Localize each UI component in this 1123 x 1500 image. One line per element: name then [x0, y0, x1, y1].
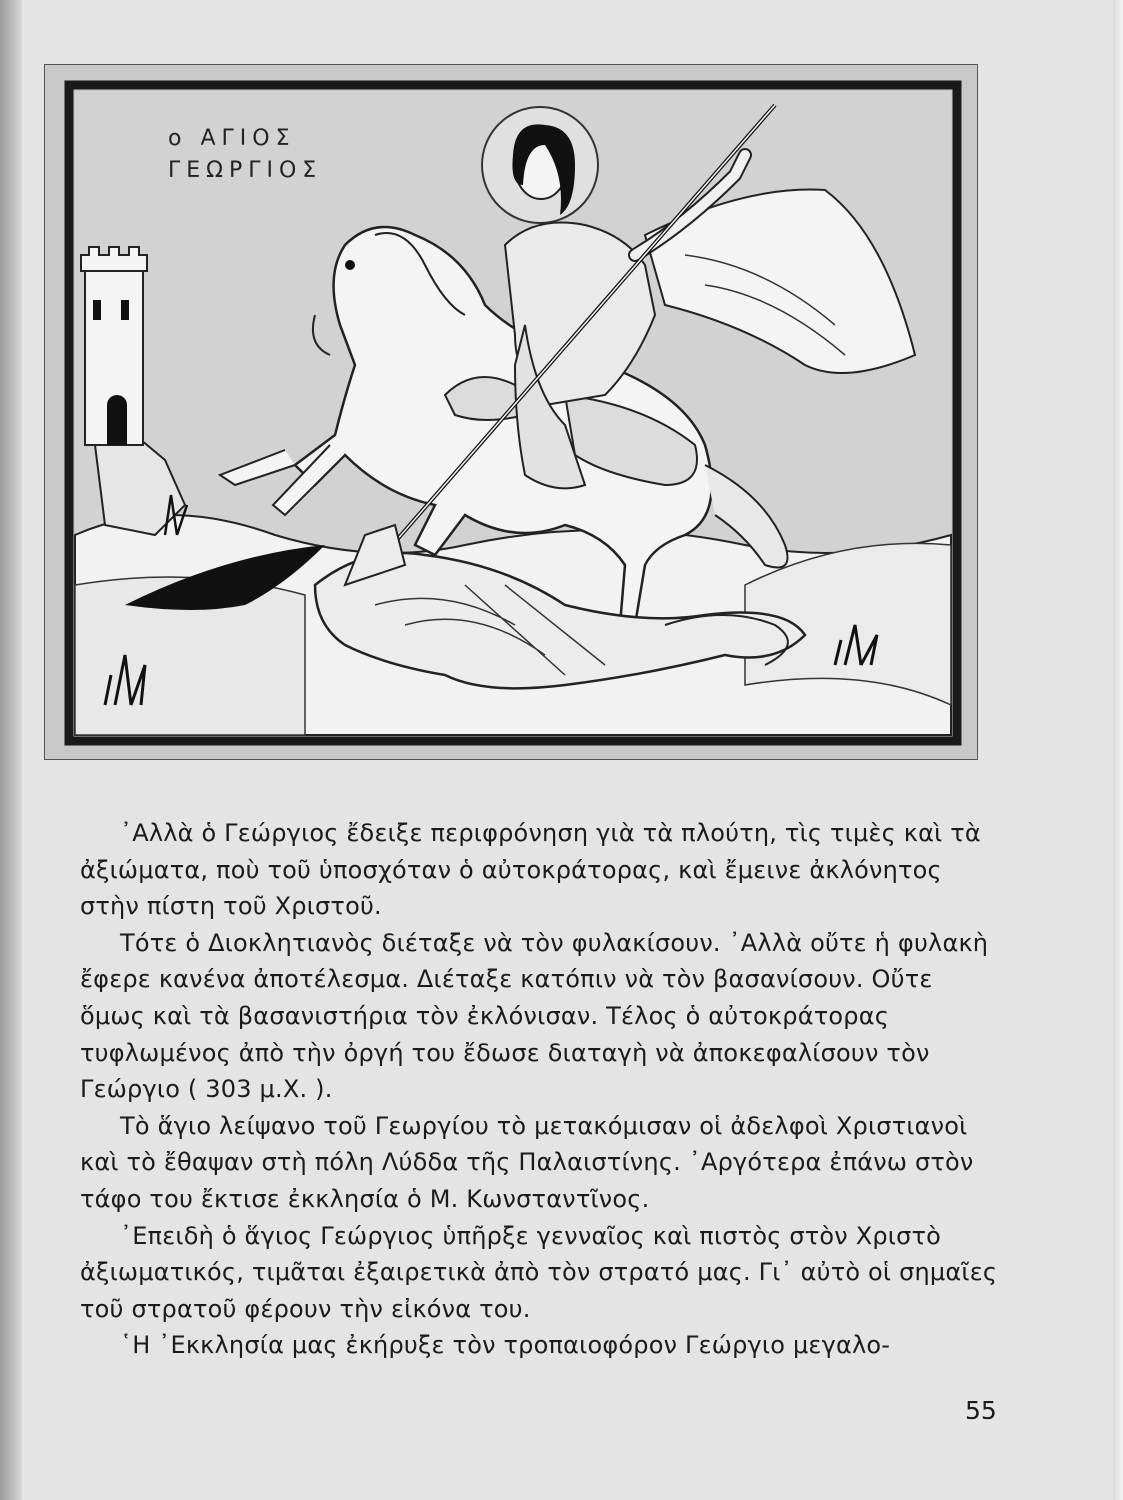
- paragraph-5: ῾Η ᾿Εκκλησία μας ἐκήρυξε τὸν τροπαιοφόρον Γεώργιο μεγαλο-: [120, 1331, 891, 1360]
- tower: [81, 247, 147, 445]
- paragraph-2: Τότε ὁ Διοκλητιανὸς διέταξε νὰ τὸν φυλακίσουν. ᾿Αλλὰ οὔτε ἡ φυλακὴ ἔφερε κανένα ἀποτέλεσμα. Διέταξε κατόπιν νὰ τὸν βασανίσουν. Οὔτε ὅμως καὶ τὰ βασανιστήρια τὸν ἐκλόνισαν. Τέλος ὁ αὐτοκράτορας τυφλωμένος ἀπὸ τὴν ὀργή του ἔδωσε διαταγὴ νὰ ἀποκεφαλίσουν τὸν Γεώργιο ( 303 μ.Χ. ).: [80, 928, 989, 1104]
- icon-inscription-line2: ΓΕΩΡΓΙΟΣ: [168, 158, 323, 183]
- book-gutter-shadow: [0, 0, 22, 1500]
- page-number: 55: [965, 1396, 997, 1425]
- icon-illustration-frame: [44, 64, 978, 760]
- saint-george-icon-illustration: [45, 65, 977, 759]
- paragraph-4: ᾿Επειδὴ ὁ ἅγιος Γεώργιος ὑπῆρξε γενναῖος καὶ πιστὸς στὸν Χριστὸ ἀξιωματικός, τιμᾶται ἐξαιρετικὰ ἀπὸ τὸν στρατό μας. Γι᾿ αὐτὸ οἱ σημαῖες τοῦ στρατοῦ φέρουν τὴν εἰκόνα του.: [80, 1221, 998, 1323]
- body-text: [80, 815, 1000, 1364]
- icon-inscription-line1: ο ΑΓΙΟΣ: [168, 126, 296, 151]
- page-edge: [1113, 0, 1123, 1500]
- paragraph-3: Τὸ ἅγιο λείψανο τοῦ Γεωργίου τὸ μετακόμισαν οἱ ἀδελφοὶ Χριστιανοὶ καὶ τὸ ἔθαψαν στὴ πόλη Λύδδα τῆς Παλαιστίνης. ᾿Αργότερα ἐπάνω στὸν τάφο του ἔκτισε ἐκκλησία ὁ Μ. Κωνσταντῖνος.: [80, 1111, 974, 1213]
- paragraph-1: ᾿Αλλὰ ὁ Γεώργιος ἔδειξε περιφρόνηση γιὰ τὰ πλούτη, τὶς τιμὲς καὶ τὰ ἀξιώματα, ποὺ τοῦ ὑποσχόταν ὁ αὐτοκράτορας, καὶ ἔμεινε ἀκλόνητος στὴν πίστη τοῦ Χριστοῦ.: [80, 819, 981, 921]
